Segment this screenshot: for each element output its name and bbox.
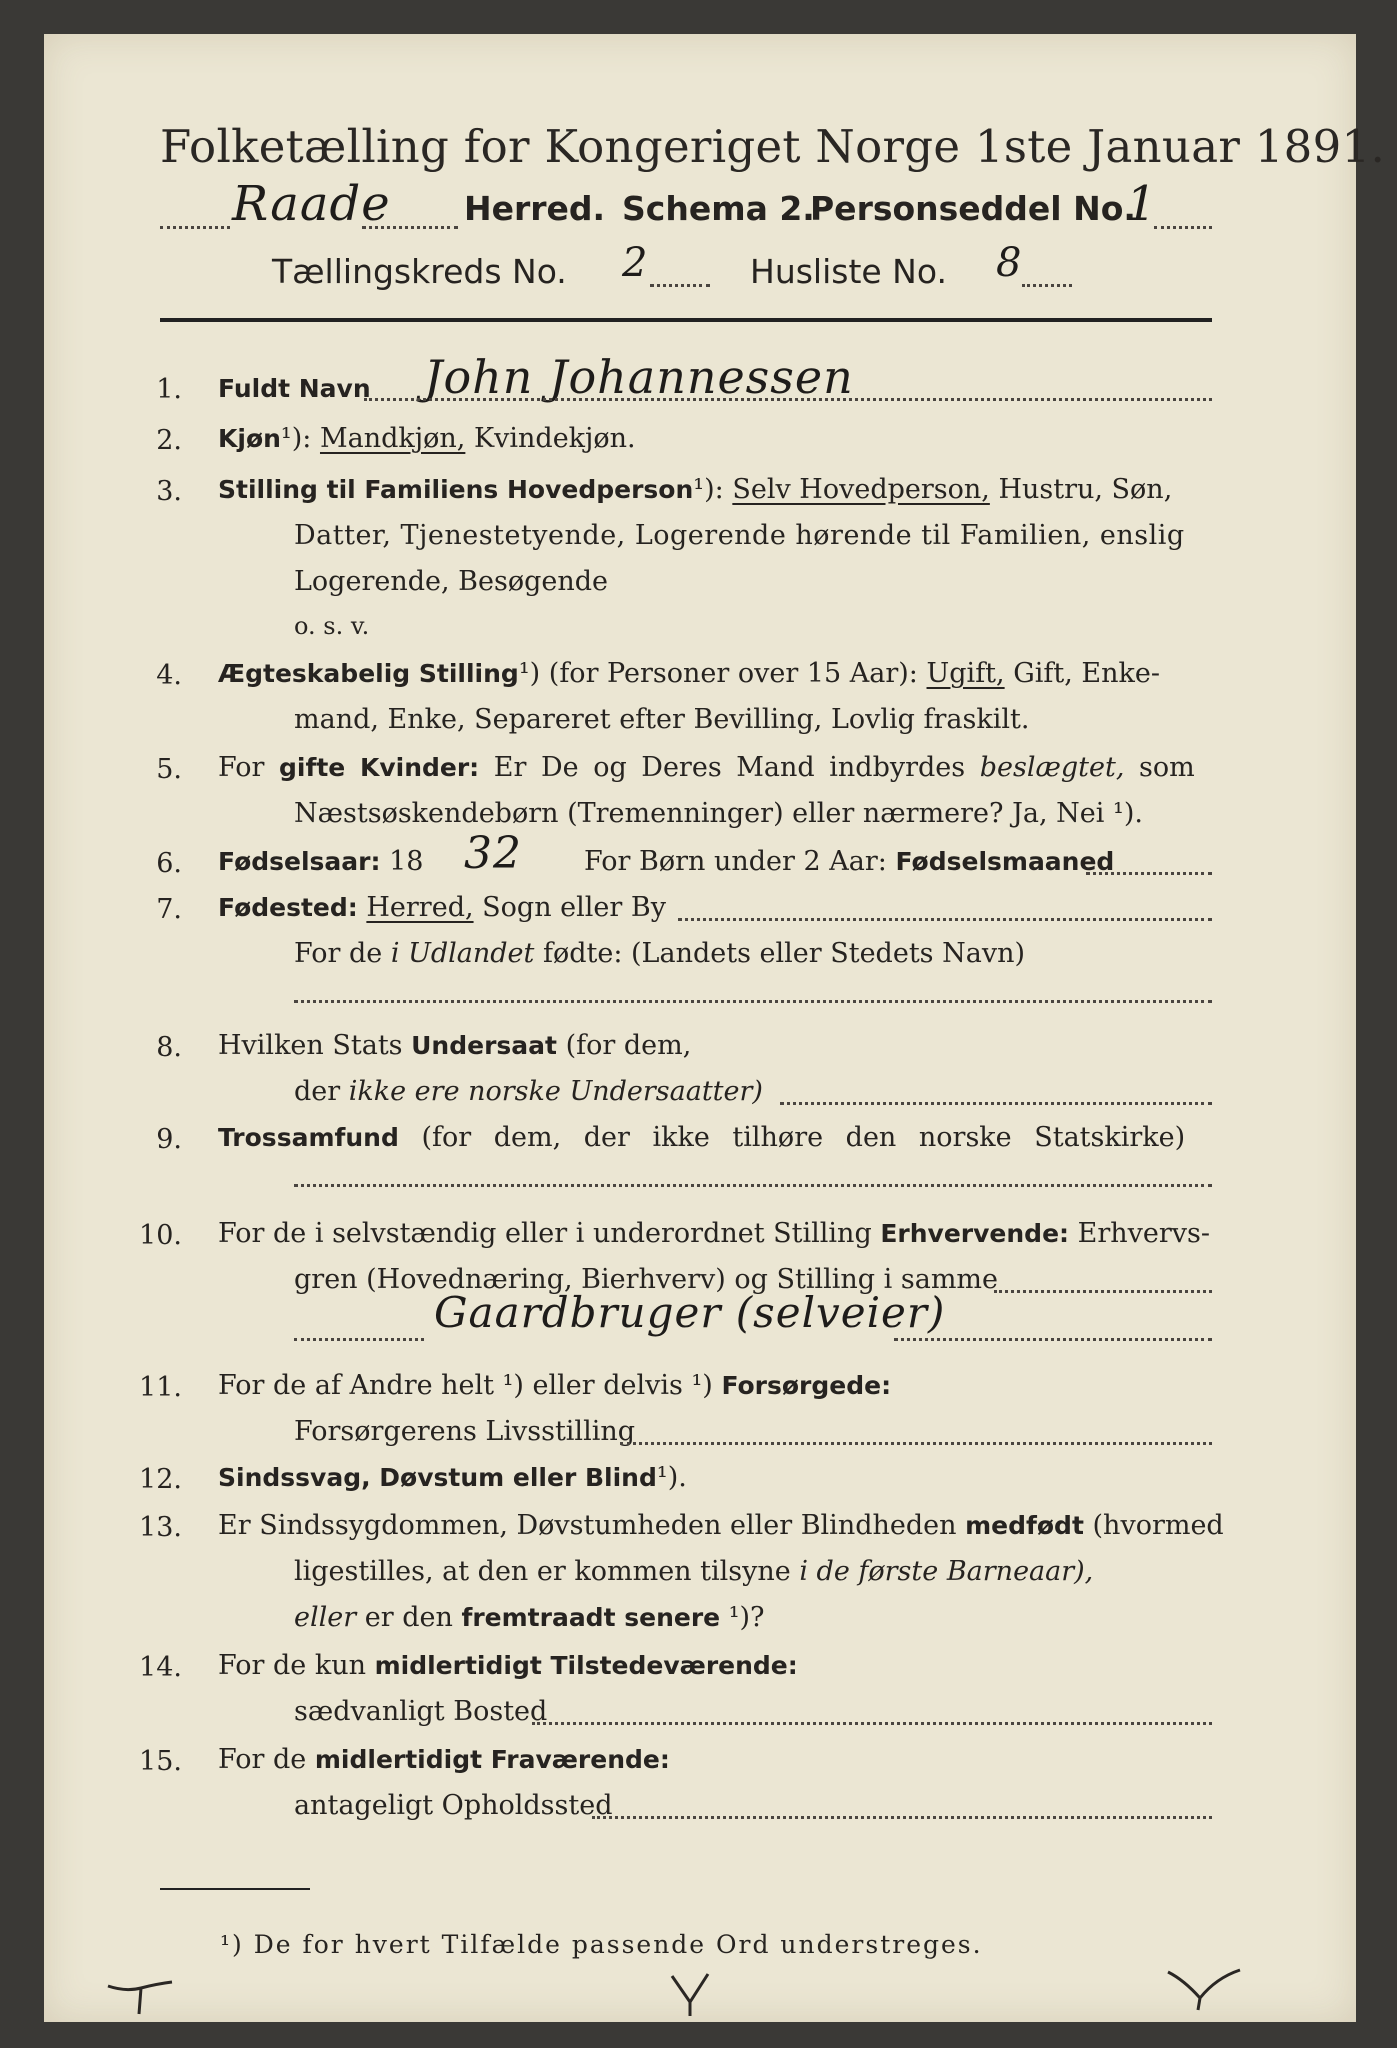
item-9-text: (for dem, der ikke tilhøre den norske Statskirke) — [421, 1122, 1186, 1153]
kreds-value: 2 — [622, 240, 649, 286]
item-7-label: Fødested: — [218, 893, 358, 922]
item-6-prefix: 18 — [389, 846, 424, 877]
item-4-rest: Gift, Enke- — [1013, 658, 1160, 689]
item-13-line2a: ligestilles, at den er kommen tilsyne — [294, 1556, 791, 1587]
item-14-line2: sædvanligt Bosted — [294, 1696, 548, 1727]
item-13-line3c: ¹)? — [728, 1602, 765, 1633]
item-4-selected: Ugift, — [926, 658, 1005, 689]
item-12-number: 12. — [139, 1464, 182, 1495]
item-14-number: 14. — [139, 1652, 182, 1683]
item-10-value: Gaardbruger (selveier) — [434, 1288, 946, 1337]
item-6-label2: Fødselsmaaned — [895, 847, 1115, 876]
item-3-line3: Logerende, Besøgende — [294, 566, 608, 597]
item-6-label: Fødselsaar: — [218, 847, 381, 876]
item-5-text2: som — [1139, 752, 1195, 783]
item-7-line2a: For de — [294, 938, 383, 969]
item-8-line2a: der — [294, 1076, 341, 1107]
schema-label: Schema 2. — [622, 189, 815, 228]
item-8-text2: (for dem, — [565, 1030, 692, 1061]
item-11-label: Forsørgede: — [721, 1371, 892, 1400]
item-13-line3i: eller — [294, 1602, 357, 1633]
item-11-line2: Forsørgerens Livsstilling — [294, 1416, 636, 1447]
registration-mark-right-icon — [1164, 1964, 1244, 2014]
item-7-line2i: i — [390, 938, 400, 969]
item-10-text: For de i selvstændig eller i underordnet Stilling — [218, 1218, 872, 1249]
header-rule — [160, 318, 1212, 322]
item-10-number: 10. — [139, 1220, 182, 1251]
item-7-line2c: fødte: (Landets eller Stedets Navn) — [542, 938, 1026, 969]
item-6-text: For Børn under 2 Aar: — [584, 846, 887, 877]
item-12-sup: ¹). — [656, 1462, 687, 1493]
item-8-number: 8. — [156, 1032, 182, 1063]
item-10-line2: gren (Hovednæring, Bierhverv) og Stilling i samme — [294, 1264, 999, 1295]
item-13-line3a: er den — [364, 1602, 453, 1633]
item-5-pre: For — [218, 752, 265, 783]
item-5-number: 5. — [156, 754, 182, 785]
item-9-number: 9. — [156, 1124, 182, 1155]
item-13-label: medfødt — [965, 1511, 1084, 1540]
item-4-number: 4. — [156, 660, 182, 691]
item-4-sup: ¹) — [518, 658, 541, 689]
item-15-label: midlertidigt Fraværende: — [314, 1745, 670, 1774]
item-14-pre: For de kun — [218, 1650, 366, 1681]
item-2-number: 2. — [156, 425, 182, 456]
item-10-label: Erhvervende: — [880, 1219, 1070, 1248]
kreds-label: Tællingskreds No. — [272, 252, 567, 291]
personseddel-label: Personseddel No. — [810, 189, 1136, 228]
item-7-rest: Sogn eller By — [482, 892, 666, 923]
personseddel-value: 1 — [1126, 176, 1158, 232]
item-5-text: Er De og Deres Mand indbyrdes — [493, 752, 966, 783]
item-8-label: Undersaat — [411, 1031, 557, 1060]
item-4-text: (for Personer over 15 Aar): — [548, 658, 918, 689]
item-11-number: 11. — [139, 1372, 182, 1403]
item-5-line2: Næstsøskendebørn (Tremenninger) eller nærmere? Ja, Nei ¹). — [294, 798, 1143, 829]
item-6-value: 32 — [464, 828, 522, 879]
item-2-sup: ¹): — [280, 423, 312, 454]
footnote-rule — [160, 1888, 310, 1890]
item-8-line2i: ikke ere norske Undersaatter) — [348, 1076, 763, 1107]
item-13-line3b: fremtraadt senere — [461, 1603, 721, 1632]
census-form — [44, 34, 1386, 2022]
item-3-selected: Selv Hovedperson, — [732, 474, 990, 505]
item-2-option-mandkjon: Mandkjøn, — [319, 423, 466, 454]
item-8-text: Hvilken Stats — [218, 1030, 403, 1061]
form-title: Folketælling for Kongeriget Norge 1ste Januar 1891. — [160, 120, 1386, 173]
herred-label: Herred. — [464, 189, 606, 228]
item-1-label: Fuldt Navn — [218, 374, 371, 403]
item-2-label: Kjøn — [218, 424, 281, 453]
item-7-line2b: Udlandet — [408, 938, 535, 969]
item-1-number: 1. — [156, 374, 182, 405]
registration-mark-center-icon — [666, 1972, 716, 2018]
herred-value: Raade — [232, 176, 391, 232]
item-3-line2: Datter, Tjenestetyende, Logerende hørende til Familien, enslig — [294, 520, 1185, 551]
item-5-label: gifte Kvinder: — [279, 753, 480, 782]
item-13-line2i: i de første Barneaar), — [799, 1556, 1094, 1587]
item-15-number: 15. — [139, 1746, 182, 1777]
item-13-text2: (hvormed — [1092, 1510, 1224, 1541]
item-13-text: Er Sindssygdommen, Døvstumheden eller Blindheden — [218, 1510, 957, 1541]
item-15-line2: antageligt Opholdssted — [294, 1790, 613, 1821]
item-7-selected: Herred, — [366, 892, 474, 923]
item-14-label: midlertidigt Tilstedeværende: — [374, 1651, 798, 1680]
item-12-label: Sindssvag, Døvstum eller Blind — [218, 1463, 657, 1492]
item-1-value: John Johannessen — [424, 350, 854, 404]
item-13-number: 13. — [139, 1512, 182, 1543]
registration-mark-left-icon — [106, 1978, 176, 2018]
item-7-number: 7. — [156, 894, 182, 925]
item-2-option-kvindekjon: Kvindekjøn. — [473, 423, 636, 454]
item-10-text2: Erhvervs- — [1077, 1218, 1211, 1249]
item-5-italic: beslægtet, — [979, 752, 1125, 783]
item-3-number: 3. — [156, 476, 182, 507]
item-4-label: Ægteskabelig Stilling — [218, 659, 519, 688]
item-9-label: Trossamfund — [218, 1123, 399, 1152]
item-6-number: 6. — [156, 848, 182, 879]
item-4-line2: mand, Enke, Separeret efter Bevilling, Lovlig fraskilt. — [294, 704, 1030, 735]
item-3-sup: ¹): — [693, 474, 724, 505]
husliste-value: 8 — [996, 240, 1023, 286]
item-3-label: Stilling til Familiens Hovedperson — [218, 475, 694, 504]
item-11-text: For de af Andre helt ¹) eller delvis ¹) — [218, 1370, 713, 1401]
item-15-pre: For de — [218, 1744, 307, 1775]
item-3-rest: Hustru, Søn, — [998, 474, 1173, 505]
husliste-label: Husliste No. — [750, 252, 947, 291]
footnote: ¹) De for hvert Tilfælde passende Ord understreges. — [220, 1930, 983, 1959]
item-3-line4: o. s. v. — [294, 612, 370, 640]
